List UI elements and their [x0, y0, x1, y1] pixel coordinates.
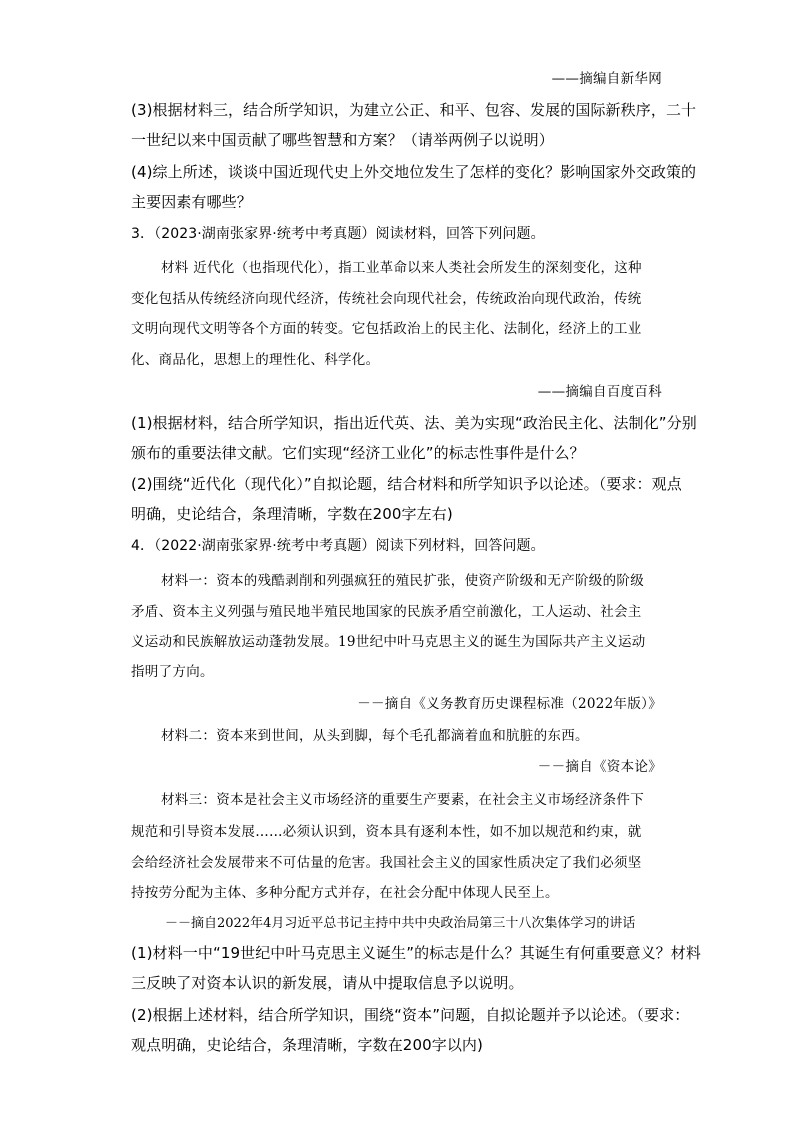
- q2-3-line2: 一世纪以来中国贡献了哪些智慧和方案？（请举两例子以说明）: [131, 131, 554, 149]
- q4-m3-source: －－摘自2022年4月习近平总书记主持中共中央政治局第三十八次集体学习的讲话: [165, 916, 636, 931]
- q2-4-line2: 主要因素有哪些？: [131, 193, 252, 211]
- q3-source: ——摘编自百度百科: [537, 384, 662, 400]
- q2-3-line1: (3)根据材料三，结合所学知识，为建立公正、和平、包容、发展的国际新秩序，二十: [131, 101, 697, 119]
- q4-1-line1: (1)材料一中“19世纪中叶马克思主义诞生”的标志是什么？其诞生有何重要意义？材料: [131, 944, 701, 962]
- q4-1-line2: 三反映了对资本认识的新发展，请从中提取信息予以说明。: [131, 974, 524, 992]
- q4-m2: 材料二：资本来到世间，从头到脚，每个毛孔都滴着血和肮脏的东西。: [161, 728, 589, 744]
- q3-title: 3．（2023·湖南张家界·统考中考真题）阅读材料，回答下列问题。: [131, 226, 545, 242]
- q4-title: 4．（2022·湖南张家界·统考中考真题）阅读下列材料，回答问题。: [131, 538, 545, 554]
- q2-4-line1: (4)综上所述，谈谈中国近现代史上外交地位发生了怎样的变化？影响国家外交政策的: [131, 163, 697, 181]
- q3-2-line1: (2)围绕“近代化（现代化）”自拟论题，结合材料和所学知识予以论述。（要求：观点: [131, 475, 682, 493]
- q4-m1-line4: 指明了方向。: [131, 664, 214, 680]
- q4-m3-line3: 会给经济社会发展带来不可估量的危害。我国社会主义的国家性质决定了我们必须坚: [131, 855, 642, 871]
- q4-m1-line2: 矛盾、资本主义列强与殖民地半殖民地国家的民族矛盾空前激化，工人运动、社会主: [131, 604, 642, 620]
- q4-2-line1: (2)根据上述材料，结合所学知识，围绕“资本”问题，自拟论题并予以论述。（要求：: [131, 1006, 690, 1024]
- q3-material-line1: 材料 近代化（也指现代化），指工业革命以来人类社会所发生的深刻变化，这种: [161, 260, 642, 276]
- q4-m3-line2: 规范和引导资本发展……必须认识到，资本具有逐利本性，如不加以规范和约束，就: [131, 824, 642, 840]
- q3-1-line2: 颁布的重要法律文献。它们实现“经济工业化”的标志性事件是什么？: [131, 444, 585, 462]
- q4-m1-line3: 义运动和民族解放运动蓬勃发展。19世纪中叶马克思主义的诞生为国际共产主义运动: [131, 634, 646, 650]
- q4-m1-source: －－摘自《义务教育历史课程标准（2022年版）》: [357, 696, 662, 712]
- source-xinhua: ——摘编自新华网: [551, 71, 662, 87]
- q4-m2-source: －－摘自《资本论》: [537, 759, 662, 775]
- q4-m1-line1: 材料一：资本的残酷剥削和列强疯狂的殖民扩张，使资产阶级和无产阶级的阶级: [161, 573, 644, 589]
- q3-material-line2: 变化包括从传统经济向现代经济，传统社会向现代社会，传统政治向现代政治，传统: [131, 291, 642, 307]
- q3-1-line1: (1)根据材料，结合所学知识，指出近代英、法、美为实现“政治民主化、法制化”分别: [131, 414, 697, 432]
- q4-m3-line1: 材料三：资本是社会主义市场经济的重要生产要素，在社会主义市场经济条件下: [161, 792, 644, 808]
- q3-2-line2: 明确，史论结合，条理清晰，字数在200字左右): [131, 505, 453, 523]
- q4-2-line2: 观点明确，史论结合，条理清晰，字数在200字以内): [131, 1036, 483, 1054]
- q3-material-line3: 文明向现代文明等各个方面的转变。它包括政治上的民主化、法制化，经济上的工业: [131, 321, 642, 337]
- q4-m3-line4: 持按劳分配为主体、多种分配方式并存，在社会分配中体现人民至上。: [131, 885, 559, 901]
- q3-material-line4: 化、商品化，思想上的理性化、科学化。: [131, 352, 380, 368]
